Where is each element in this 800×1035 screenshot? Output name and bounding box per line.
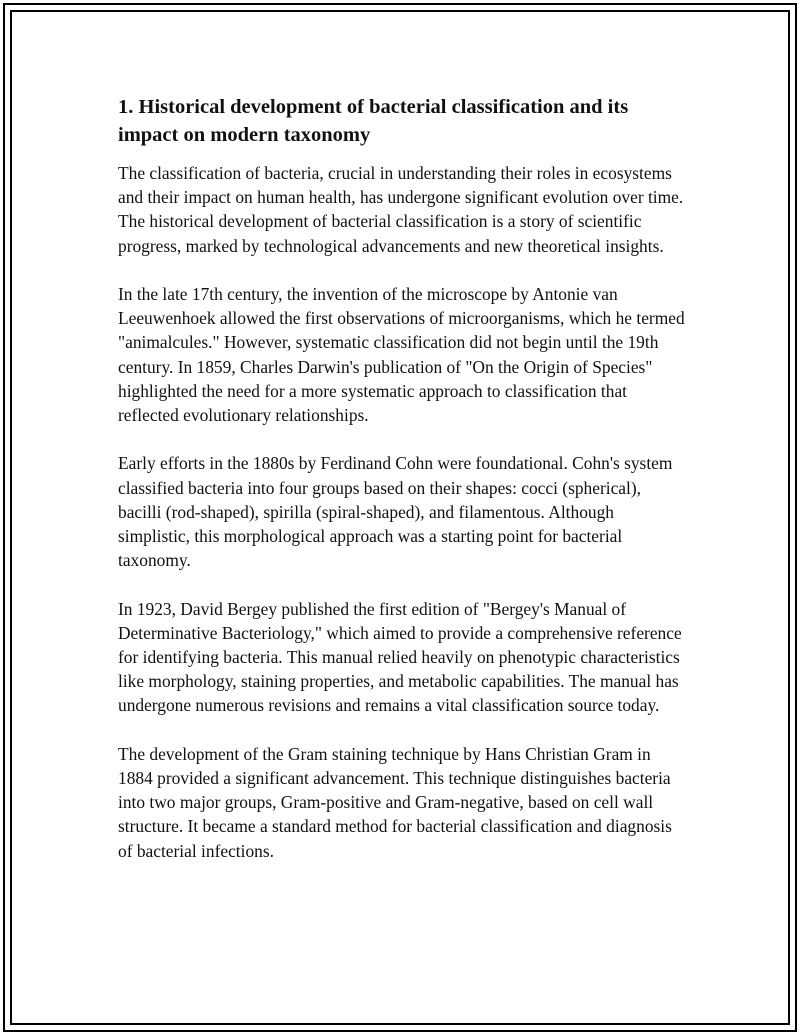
paragraph-bergey: In 1923, David Bergey published the first edition of "Bergey's Manual of Determinative Bacteriology," which aimed to provide a comprehensive reference for identifying bacteria. This manual relied heavily on phenotypic characteristics like morphology, staining properties, and metabolic capabilities. The manual has undergone numerous revisions and remains a vital classification source today. [118,598,682,716]
paragraph-cohn: Early efforts in the 1880s by Ferdinand Cohn were foundational. Cohn's system classified bacteria into four groups based on their shapes: cocci (spherical), bacilli (rod-shaped), spirilla (spiral-shaped), and filamentous. Although simplistic, this morphological approach was a starting point for bacterial taxonomy. [118,453,673,571]
paragraph-gram-stain: The development of the Gram staining technique by Hans Christian Gram in 1884 provided a significant advancement. This technique distinguishes bacteria into two major groups, Gram-positive and Gram-negative, based on cell wall structure. It became a standard method for bacterial classification and diagnosis of bacterial infections. [118,743,672,861]
paragraph-microscope: In the late 17th century, the invention of the microscope by Antonie van Leeuwenhoek allowed the first observations of microorganisms, which he termed "animalcules." However, systematic classification did not begin until the 19th century. In 1859, Charles Darwin's publication of "On the Origin of Species" highlighted the need for a more systematic approach to classification that reflected evolutionary relationships. [118,284,685,426]
document-body [118,93,686,887]
section-title: 1. Historical development of bacterial classification and its impact on modern taxonomy [118,96,629,146]
paragraph-intro: The classification of bacteria, crucial in understanding their roles in ecosystems and their impact on human health, has undergone significant evolution over time. The historical development of bacterial classification is a story of scientific progress, marked by technological advancements and new theoretical insights. [118,163,684,256]
